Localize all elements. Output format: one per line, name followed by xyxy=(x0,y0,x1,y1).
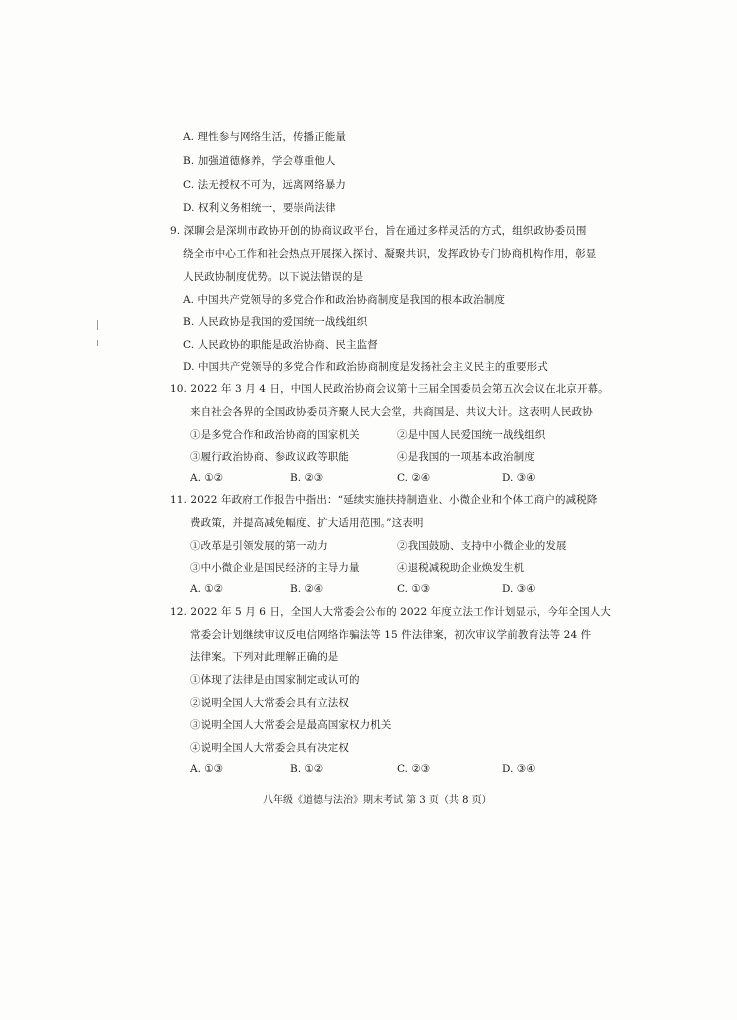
q12-statement-2: ②说明全国人大常委会具有立法权 xyxy=(190,697,349,709)
q11-stem-line-2: 费政策，并提高减免幅度、扩大适用范围。”这表明 xyxy=(190,517,424,529)
q10-statement-3: ③履行政治协商、参政议政等职能 xyxy=(190,451,349,463)
q8-option-d: D. 权利义务相统一，要崇尚法律 xyxy=(183,202,336,214)
q12-stem-line-1: 12. 2022 年 5 月 6 日，全国人大常委会公布的 2022 年度立法工作计划显示，今年全国人大 xyxy=(170,606,611,618)
q11-statement-2: ②我国鼓励、支持中小微企业的发展 xyxy=(397,540,567,552)
q10-choice-a: A. ①② xyxy=(190,472,224,484)
q12-choice-a: A. ①③ xyxy=(190,763,224,775)
q12-choice-b: B. ①② xyxy=(290,763,324,775)
margin-mark xyxy=(97,320,98,330)
q11-choice-a: A. ①② xyxy=(190,583,224,595)
q11-statement-1: ①改革是引领发展的第一动力 xyxy=(190,540,328,552)
margin-mark xyxy=(97,340,98,346)
q11-choice-b: B. ②④ xyxy=(290,583,324,595)
q9-option-b: B. 人民政协是我国的爱国统一战线组织 xyxy=(183,316,368,328)
q12-choice-c: C. ②③ xyxy=(397,763,431,775)
q11-choice-c: C. ①③ xyxy=(397,583,431,595)
q8-option-b: B. 加强道德修养，学会尊重他人 xyxy=(183,155,336,167)
q9-stem-line-3: 人民政协制度优势。以下说法错误的是 xyxy=(183,271,364,283)
q9-stem-line-1: 9. 深聊会是深圳市政协开创的协商议政平台，旨在通过多样灵活的方式，组织政协委员围 xyxy=(170,225,587,237)
q11-statement-3: ③中小微企业是国民经济的主导力量 xyxy=(190,562,360,574)
q12-statement-3: ③说明全国人大常委会是最高国家权力机关 xyxy=(190,719,392,731)
q10-statement-4: ④是我国的一项基本政治制度 xyxy=(397,451,535,463)
q10-choice-c: C. ②④ xyxy=(397,472,431,484)
q8-option-c: C. 法无授权不可为，远离网络暴力 xyxy=(183,179,347,191)
q9-stem-line-2: 绕全市中心工作和社会热点开展探入探讨、凝聚共识，发挥政协专门协商机构作用，彰显 xyxy=(183,248,597,260)
q10-statement-1: ①是多党合作和政治协商的国家机关 xyxy=(190,429,360,441)
q10-stem-line-1: 10. 2022 年 3 月 4 日，中国人民政治协商会议第十三届全国委员会第五次会议在北京开幕。 xyxy=(170,383,609,395)
q12-stem-line-3: 法律案。下列对此理解正确的是 xyxy=(190,651,339,663)
q10-choice-b: B. ②③ xyxy=(290,472,324,484)
q8-option-a: A. 理性参与网络生活，传播正能量 xyxy=(183,131,346,143)
q9-option-c: C. 人民政协的职能是政治协商、民主监督 xyxy=(183,339,378,351)
q9-option-d: D. 中国共产党领导的多党合作和政治协商制度是发扬社会主义民主的重要形式 xyxy=(183,361,548,373)
q12-choice-d: D. ③④ xyxy=(502,763,536,775)
q9-option-a: A. 中国共产党领导的多党合作和政治协商制度是我国的根本政治制度 xyxy=(183,294,505,306)
q12-statement-1: ①体现了法律是由国家制定或认可的 xyxy=(190,674,360,686)
page-footer: 八年级《道德与法治》期末考试 第 3 页（共 8 页） xyxy=(263,795,492,806)
q12-statement-4: ④说明全国人大常委会具有决定权 xyxy=(190,742,349,754)
q12-stem-line-2: 常委会计划继续审议反电信网络诈骗法等 15 件法律案，初次审议学前教育法等 24 件 xyxy=(190,629,592,641)
q11-stem-line-1: 11. 2022 年政府工作报告中指出：“延续实施扶持制造业、小微企业和个体工商户的减税降 xyxy=(170,494,598,506)
q10-statement-2: ②是中国人民爱国统一战线组织 xyxy=(397,429,546,441)
q11-statement-4: ④退税减税助企业焕发生机 xyxy=(397,562,525,574)
q11-choice-d: D. ③④ xyxy=(502,583,536,595)
q10-choice-d: D. ③④ xyxy=(502,472,536,484)
q10-stem-line-2: 来自社会各界的全国政协委员齐聚人民大会堂，共商国是、共议大计。这表明人民政协 xyxy=(190,406,593,418)
